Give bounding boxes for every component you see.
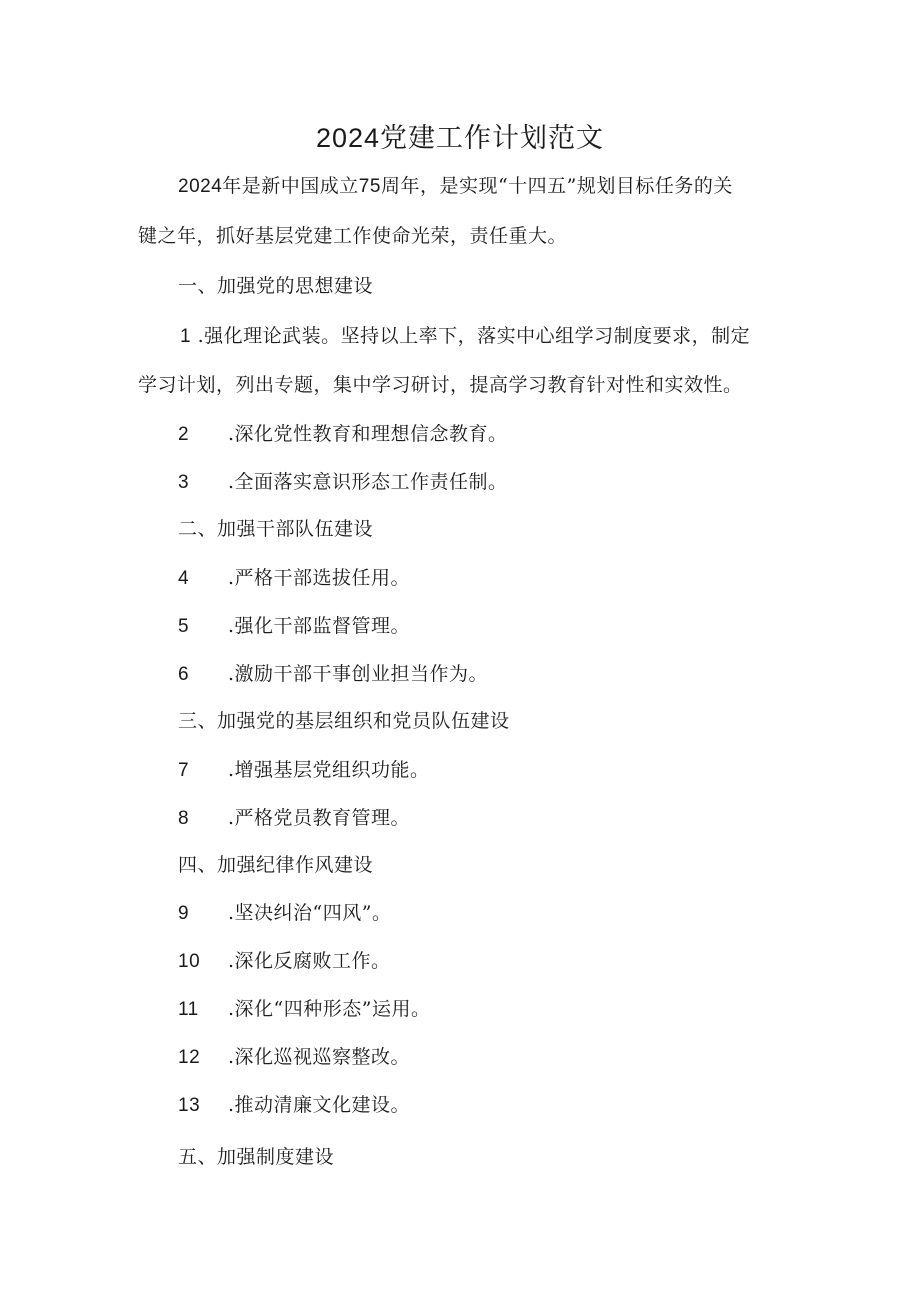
item-text: .深化反腐败工作。 — [228, 950, 391, 972]
section-heading-3: 三、加强党的基层组织和党员队伍建设 — [178, 710, 510, 732]
item-text: .推动清廉文化建设。 — [228, 1094, 411, 1116]
list-item-1 — [180, 316, 750, 357]
section-heading-4: 四、加强纪律作风建设 — [178, 854, 374, 876]
item-number: 3 — [178, 472, 190, 493]
item-text: .强化理论武装。坚持以上率下，落实中心组学习制度要求，制定 — [197, 325, 751, 347]
intro-anniversary: 75 — [358, 176, 381, 197]
list-item-4 — [178, 558, 410, 599]
item-text: .深化巡视巡察整改。 — [228, 1046, 411, 1068]
section-heading-5: 五、加强制度建设 — [178, 1146, 335, 1168]
intro-year: 2024 — [178, 176, 223, 197]
item-text: .增强基层党组织功能。 — [228, 759, 430, 781]
list-item-6 — [178, 654, 488, 695]
item-text: .深化党性教育和理想信念教育。 — [228, 423, 508, 445]
item-number: 11 — [178, 999, 199, 1020]
list-item-11 — [178, 989, 430, 1030]
item-number: 6 — [178, 664, 190, 685]
item-text: .激励干部干事创业担当作为。 — [228, 663, 489, 685]
title-text: 党建工作计划范文 — [380, 123, 605, 154]
item-number: 9 — [178, 903, 190, 924]
intro-line-2: 键之年，抓好基层党建工作使命光荣，责任重大。 — [138, 225, 568, 247]
title-year: 2024 — [315, 123, 381, 153]
item-number: 10 — [178, 951, 201, 972]
intro-line-1 — [178, 166, 733, 207]
document-title — [0, 118, 920, 159]
item-number: 12 — [178, 1047, 201, 1068]
item-number: 13 — [178, 1095, 201, 1116]
list-item-9 — [178, 893, 391, 934]
list-item-13 — [178, 1085, 410, 1126]
list-item-10 — [178, 941, 391, 982]
intro-text-b: 周年，是实现“十四五”规划目标任务的关 — [380, 175, 733, 197]
item-number: 5 — [178, 616, 190, 637]
item-text: .严格干部选拔任用。 — [228, 567, 411, 589]
item-text: .强化干部监督管理。 — [228, 615, 411, 637]
item-number: 1 — [180, 326, 192, 347]
section-heading-1: 一、加强党的思想建设 — [178, 275, 374, 297]
list-item-7 — [178, 750, 430, 791]
item-text: .深化“四种形态”运用。 — [228, 998, 431, 1020]
list-item-12 — [178, 1037, 410, 1078]
list-item-5 — [178, 606, 410, 647]
item-text: .严格党员教育管理。 — [228, 807, 411, 829]
list-item-1-continued: 学习计划，列出专题，集中学习研讨，提高学习教育针对性和实效性。 — [138, 374, 743, 396]
item-number: 8 — [178, 808, 190, 829]
list-item-2 — [178, 414, 508, 455]
intro-text-a: 年是新中国成立 — [222, 175, 359, 197]
item-number: 2 — [178, 424, 190, 445]
item-text: .坚决纠治“四风”。 — [228, 902, 392, 924]
section-heading-2: 二、加强干部队伍建设 — [178, 518, 374, 540]
item-text: .全面落实意识形态工作责任制。 — [228, 471, 508, 493]
list-item-8 — [178, 798, 410, 839]
item-number: 4 — [178, 568, 190, 589]
item-number: 7 — [178, 760, 190, 781]
list-item-3 — [178, 462, 508, 503]
